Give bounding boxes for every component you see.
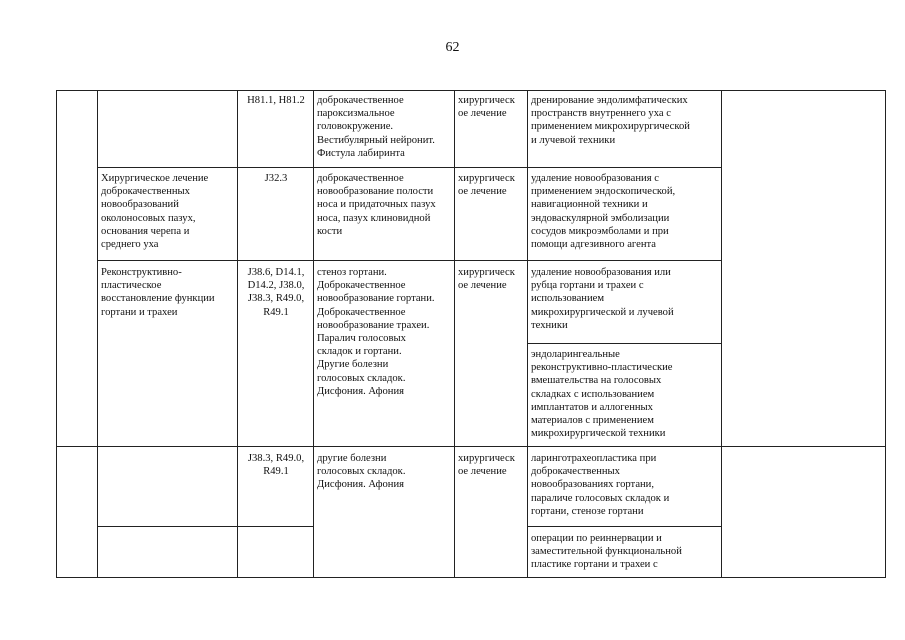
column-divider (97, 90, 98, 578)
table-cell-method: операции по реиннервации и заместительной функциональной пластике гортани и трахеи с (531, 533, 682, 571)
column-divider (527, 90, 528, 578)
table-cell-model: доброкачественное пароксизмальное головокружение. Вестибулярный нейронит. Фистула лабиринта (317, 95, 435, 159)
table-cell-treatment-type: хирургическ ое лечение (458, 173, 515, 198)
page-number: 62 (445, 40, 460, 55)
table-cell-model: другие болезни голосовых складок. Дисфония. Афония (317, 453, 406, 491)
table-cell-treatment-type: хирургическ ое лечение (458, 95, 515, 120)
procedures-table (56, 90, 886, 578)
table-cell-method: дренирование эндолимфатических пространств внутреннего уха с применением микрохирургической и лучевой техники (531, 95, 690, 146)
table-cell-treatment-type: хирургическ ое лечение (458, 453, 515, 478)
table-cell-treatment-type: хирургическ ое лечение (458, 267, 515, 292)
table-cell-icd: H81.1, H81.2 (247, 95, 305, 106)
table-cell-model: стеноз гортани. Доброкачественное новообразование гортани. Доброкачественное новообразование трахеи. Паралич голосовых складок и гортани. Другие болезни голосовых складок. Дисфония. Афония (317, 267, 435, 397)
table-cell-method: удаление новообразования с применением эндоскопической, навигационной техники и эндоваскулярной эмболизации сосудов микроэмболами и при помощи адгезивного агента (531, 173, 676, 251)
column-divider (454, 90, 455, 578)
table-cell-icd: J38.3, R49.0, R49.1 (247, 453, 305, 478)
table-border-left (56, 90, 57, 578)
table-cell-icd: J32.3 (264, 173, 288, 184)
table-border-right (885, 90, 886, 578)
row-divider (56, 446, 886, 447)
table-cell-profile: Хирургическое лечение доброкачественных новообразований околоносовых пазух, основания черепа и среднего уха (101, 173, 209, 251)
table-border-bottom (56, 577, 886, 578)
table-cell-profile: Реконструктивно- пластическое восстановление функции гортани и трахеи (101, 267, 215, 318)
table-cell-model: доброкачественное новообразование полости носа и придаточных пазух носа, пазух клиновидной кости (317, 173, 436, 237)
table-cell-method: удаление новообразования или рубца гортани и трахеи с использованием микрохирургической и лучевой техники (531, 267, 674, 331)
column-divider (721, 90, 722, 578)
row-divider (97, 167, 721, 168)
row-divider (527, 526, 721, 527)
table-cell-icd: J38.6, D14.1, D14.2, J38.0, J38.3, R49.0, R49.1 (247, 267, 305, 318)
column-divider (313, 90, 314, 578)
table-cell-method: эндоларингеальные реконструктивно-пластические вмешательства на голосовых складках с использованием имплантатов и аллогенных материалов с применением микрохирургической техники (531, 349, 673, 440)
row-divider (97, 260, 721, 261)
column-divider (237, 90, 238, 578)
row-divider (97, 526, 313, 527)
row-divider (527, 343, 721, 344)
table-cell-method: ларинготрахеопластика при доброкачественных новообразованиях гортани, параличе голосовых складок и гортани, стенозе гортани (531, 453, 670, 517)
table-border-top (56, 90, 886, 91)
